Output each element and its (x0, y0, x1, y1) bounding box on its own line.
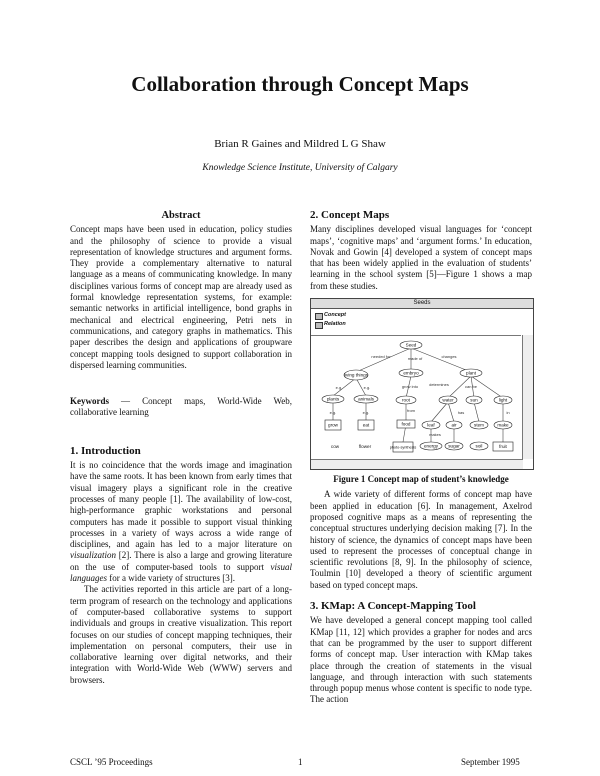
link-in: in (506, 410, 510, 416)
intro-heading: 1. Introduction (70, 444, 141, 457)
concept-tool-icon (315, 313, 323, 320)
footer-date: September 1995 (461, 757, 520, 767)
node-seed-label: Seed (405, 342, 417, 348)
window-title-bar: Seeds (311, 299, 533, 309)
concept-maps-heading: 2. Concept Maps (310, 209, 390, 221)
link-makes: makes (429, 432, 441, 438)
tool-palette (315, 311, 365, 331)
node-water-label: water (442, 397, 454, 403)
intro-p1-part-c: for a wide variety of structures [3]. (107, 573, 235, 584)
relation-tool-icon (315, 322, 323, 329)
link-eg-2: e.g. (363, 385, 371, 391)
intro-p1-part-a: It is no coincidence that the words image and imagination have the same roots. It has been known from early times that visual imagery plays a significant role in the creative processes of many people [1]. The availability of low-cost, high-performance graphic workstations and personal computers has made it possible to support visual thinking processes in a variety of ways across a wide range of disciplines, and again has led to a major literature on (70, 460, 292, 550)
palette-relation-label: Relation (324, 321, 346, 328)
concept-maps-paragraph-1: Many disciplines developed visual languages for ‘concept maps’, ‘cognitive maps’ and ‘argument forms.’ In education, Novak and Gowin [4] developed a system of concept maps that has been widely applied in the evaluation of students’ learning in the school system [5]—Figure 1 shows a map from these studies. (310, 224, 532, 291)
footer-proceedings: CSCL ’95 Proceedings (70, 757, 153, 767)
figure-1-concept-map-window (310, 298, 534, 470)
intro-p1-part-b: [2]. There is also a large and growing literature on the use of computer-based tools to support (70, 550, 292, 572)
link-has: has (457, 410, 465, 416)
node-photosynthesis-label: photo-synthesis (389, 445, 417, 450)
node-root-label: root (402, 397, 410, 403)
node-leaf-label: leaf (427, 422, 435, 428)
link-eg-1: e.g. (335, 385, 343, 391)
node-cow-label: cow (330, 444, 340, 450)
intro-paragraph-1 (70, 460, 292, 584)
node-sugar-label: sugar (448, 443, 460, 449)
node-plants-label: plants (326, 396, 340, 402)
node-flower-label: flower (358, 444, 372, 450)
node-animals-label: animals (358, 396, 374, 402)
abstract-heading: Abstract (161, 210, 201, 221)
link-eg-4: e.g. (362, 410, 370, 416)
palette-concept-label: Concept (324, 312, 346, 319)
paper-authors: Brian R Gaines and Mildred L G Shaw (214, 138, 386, 150)
concept-maps-paragraph-2: A wide variety of different forms of concept map have been applied in education [6]. In management, Axelrod proposed cognitive maps as a means of representing the conceptual structures underlying decision making [7]. In the history of science, the dynamics of concept maps have been used to represent the processes of conceptual change in scientific revolutions [8, 9]. In the philosophy of science, Toulmin [10] developed a theory of scientific argument based on typed concept maps. (310, 489, 532, 590)
horizontal-scrollbar[interactable] (311, 459, 523, 469)
palette-relation-tool[interactable] (315, 320, 365, 329)
node-plant-label: plant (466, 370, 476, 376)
node-grow-label: grow (328, 422, 338, 428)
node-make-label: make (497, 422, 509, 428)
link-changes: changes (441, 354, 457, 360)
node-fruit-label: fruit (499, 444, 507, 450)
node-sun-label: sun (470, 397, 478, 403)
link-needed-for: needed for (371, 354, 391, 360)
palette-concept-tool[interactable] (315, 311, 365, 320)
node-embryo-label: embryo (403, 370, 419, 376)
right-column (310, 210, 532, 706)
node-stem-label: stem (474, 422, 484, 428)
footer-page-number: 1 (298, 757, 303, 767)
link-made-of: made of (407, 356, 423, 362)
node-eat-label: eat (362, 422, 370, 428)
link-eg-3: e.g. (329, 410, 337, 416)
concept-map-canvas[interactable] (311, 335, 521, 469)
vertical-scrollbar[interactable] (522, 335, 533, 459)
link-from: from (407, 408, 415, 414)
intro-p1-emphasis-2: visual languages (70, 561, 292, 584)
paper-title: Collaboration through Concept Maps (131, 72, 469, 96)
link-determines: determines (429, 382, 449, 388)
paper-affiliation: Knowledge Science Institute, University of Calgary (202, 163, 398, 173)
node-living-things-label: living things (343, 372, 369, 378)
kmap-paragraph-1: We have developed a general concept mapping tool called KMap [11, 12] which provides a grapher for nodes and arcs that can be programmed by the user to support different forms of concept map. User interaction with KMap takes place through the creation of statements in the visual language, and through interaction with such statements through popup menus whose content is specific to node type. The action (310, 615, 532, 705)
node-light-label: light (498, 397, 508, 403)
intro-p1-emphasis-1: visualization (70, 550, 117, 561)
figure-1-caption: Figure 1 Concept map of student’s knowledge (333, 474, 509, 485)
abstract-text: Concept maps have been used in education, policy studies and the philosophy of science to provide a visual representation of knowledge structures and argument forms. They provide a complementary alternative to natural language as a means of communicating knowledge. In many disciplines various forms of concept map are already used as formal knowledge representation systems, for example: semantic networks in artificial intelligence, bond graphs in mechanical and electrical engineering, Petri nets in communications, and category graphs in mathematics. This paper describes the design and applications of groupware concept mapping tools designed to support collaboration in dispersed learning communities. (70, 224, 292, 370)
kmap-heading: 3. KMap: A Concept-Mapping Tool (310, 600, 476, 613)
keywords-label: Keywords (70, 396, 109, 407)
left-column (70, 210, 292, 686)
node-soil-label: soil (475, 443, 483, 449)
keywords-text: — Concept maps, World-Wide Web, collaborative learning (70, 396, 292, 418)
intro-paragraph-2: The activities reported in this article are part of a long-term program of research on the technology and applications of computer-based collaborative systems to support individuals and groups in creative visualization. This report focuses on our studies of concept mapping techniques, their implementation on personal computers, their use in collaborative learning over digital networks, and their integration with World-Wide Web (WWW) servers and browsers. (70, 584, 292, 685)
keywords (70, 396, 292, 419)
node-air-label: air (451, 422, 457, 428)
node-food-label: food (401, 421, 411, 427)
node-energy-label: energy (423, 443, 439, 449)
concept-map-graph (311, 336, 521, 460)
link-can-be: can be (464, 384, 478, 390)
link-grow-into: grow into (401, 384, 419, 390)
